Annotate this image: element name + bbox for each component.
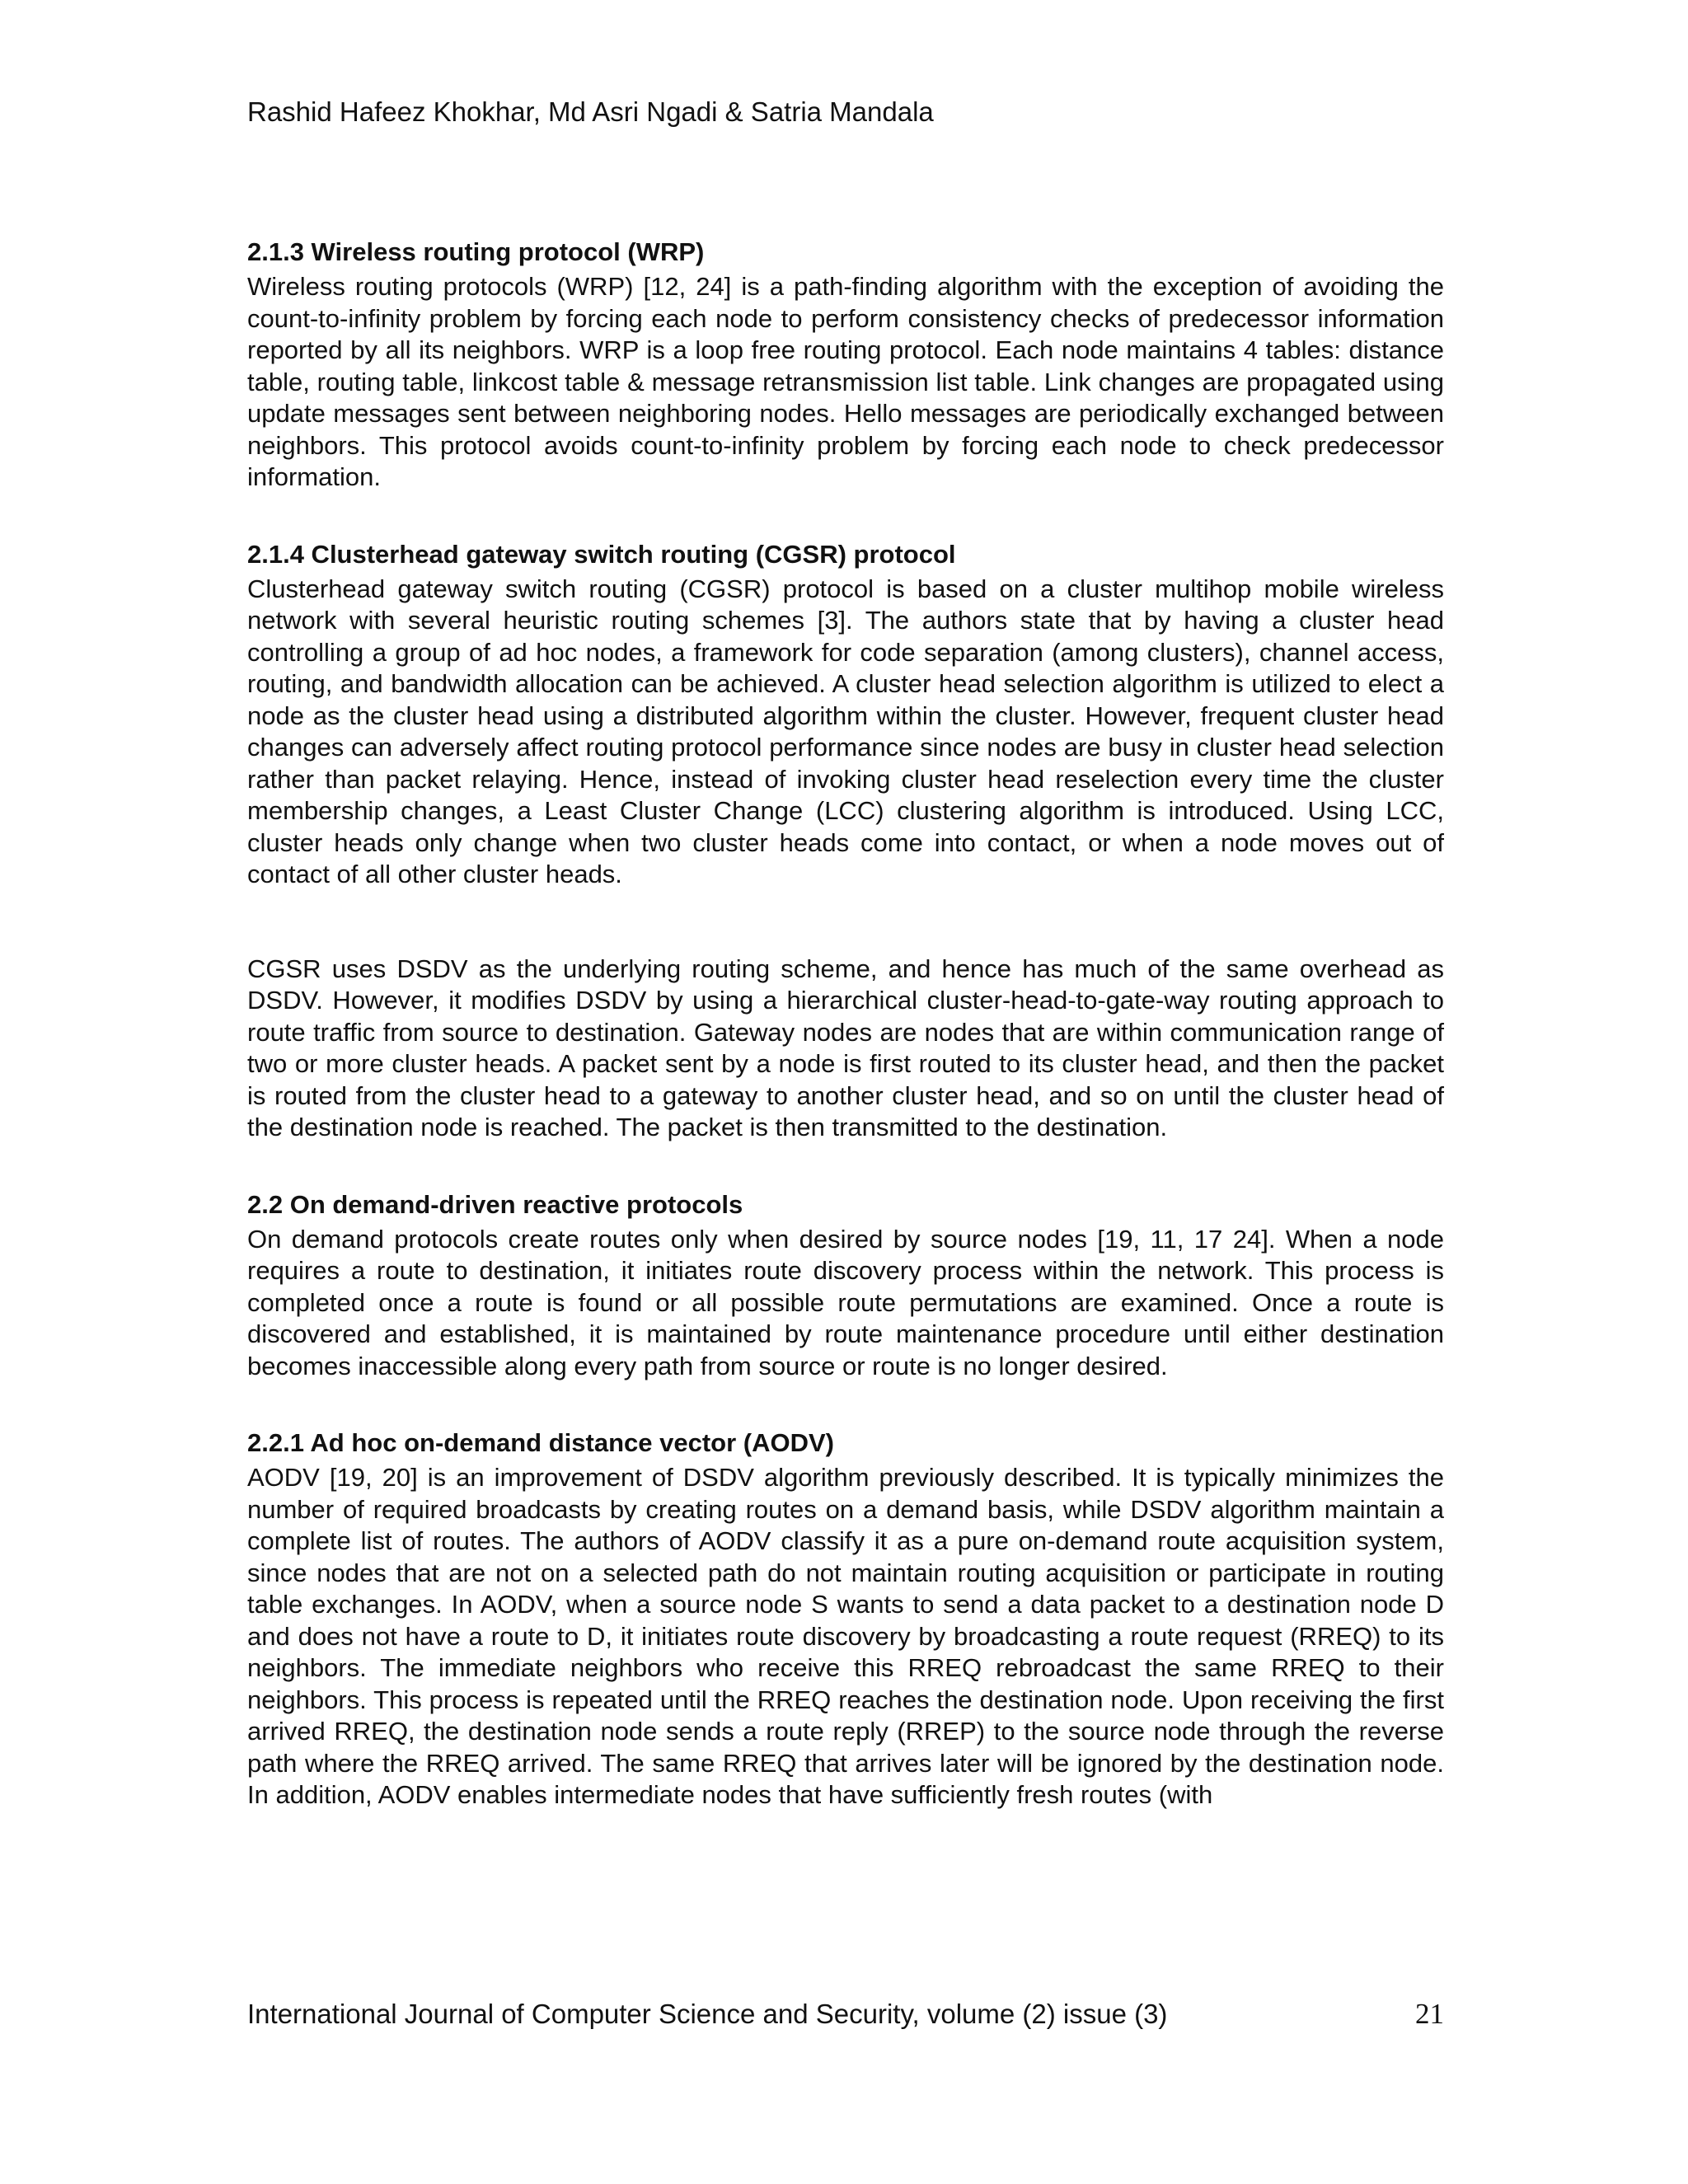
section-heading-aodv: 2.2.1 Ad hoc on-demand distance vector (AODV) bbox=[247, 1428, 834, 1457]
main-content bbox=[247, 236, 1444, 1811]
paragraph-aodv: AODV [19, 20] is an improvement of DSDV algorithm previously described. It is typically minimizes the number of required broadcasts by creating routes on a demand basis, while DSDV algorithm maintain a complete list of routes. The authors of AODV classify it as a pure on-demand route acquisition system, since nodes that are not on a selected path do not maintain routing acquisition or participate in routing table exchanges. In AODV, when a source node S wants to send a data packet to a destination node D and does not have a route to D, it initiates route discovery by broadcasting a route request (RREQ) to its neighbors. The immediate neighbors who receive this RREQ rebroadcast the same RREQ to their neighbors. This process is repeated until the RREQ reaches the destination node. Upon receiving the first arrived RREQ, the destination node sends a route reply (RREP) to the source node through the reverse path where the RREQ arrived. The same RREQ that arrives later will be ignored by the destination node. In addition, AODV enables intermediate nodes that have sufficiently fresh routes (with bbox=[247, 1463, 1444, 1809]
paragraph-cgsr-2: CGSR uses DSDV as the underlying routing scheme, and hence has much of the same overhead as DSDV. However, it modifies DSDV by using a hierarchical cluster-head-to-gate-way routing approach to route traffic from source to destination. Gateway nodes are nodes that are within communication range of two or more cluster heads. A packet sent by a node is first routed to its cluster head, and then the packet is routed from the cluster head to a gateway to another cluster head, and so on until the cluster head of the destination node is reached. The packet is then transmitted to the destination. bbox=[247, 954, 1444, 1141]
section-heading-wrp: 2.1.3 Wireless routing protocol (WRP) bbox=[247, 237, 705, 266]
footer-page-number: 21 bbox=[1415, 1998, 1444, 2030]
section-heading-reactive: 2.2 On demand-driven reactive protocols bbox=[247, 1189, 743, 1219]
section-heading-cgsr: 2.1.4 Clusterhead gateway switch routing (CGSR) protocol bbox=[247, 539, 956, 569]
paragraph-reactive: On demand protocols create routes only when desired by source nodes [19, 11, 17 24]. When a node requires a route to destination, it initiates route discovery process within the network. This process is completed once a route is found or all possible route permutations are examined. Once a route is discovered and established, it is maintained by route maintenance procedure until either destination becomes inaccessible along every path from source or route is no longer desired. bbox=[247, 1224, 1444, 1380]
running-header-authors: Rashid Hafeez Khokhar, Md Asri Ngadi & Satria Mandala bbox=[247, 96, 934, 127]
paragraph-cgsr-1: Clusterhead gateway switch routing (CGSR) protocol is based on a cluster multihop mobile wireless network with several heuristic routing schemes [3]. The authors state that by having a cluster head controlling a group of ad hoc nodes, a framework for code separation (among clusters), channel access, routing, and bandwidth allocation can be achieved. A cluster head selection algorithm is utilized to elect a node as the cluster head using a distributed algorithm within the cluster. However, frequent cluster head changes can adversely affect routing protocol performance since nodes are busy in cluster head selection rather than packet relaying. Hence, instead of invoking cluster head reselection every time the cluster membership changes, a Least Cluster Change (LCC) clustering algorithm is introduced. Using LCC, cluster heads only change when two cluster heads come into contact, or when a node moves out of contact of all other cluster heads. bbox=[247, 574, 1444, 888]
footer-journal-citation: International Journal of Computer Science and Security, volume (2) issue (3) bbox=[247, 1999, 1168, 2029]
paragraph-wrp: Wireless routing protocols (WRP) [12, 24] is a path-finding algorithm with the exception of avoiding the count-to-infinity problem by forcing each node to perform consistency checks of predecessor information reported by all its neighbors. WRP is a loop free routing protocol. Each node maintains 4 tables: distance table, routing table, linkcost table & message retransmission list table. Link changes are propagated using update messages sent between neighboring nodes. Hello messages are periodically exchanged between neighbors. This protocol avoids count-to-infinity problem by forcing each node to check predecessor information. bbox=[247, 272, 1444, 491]
